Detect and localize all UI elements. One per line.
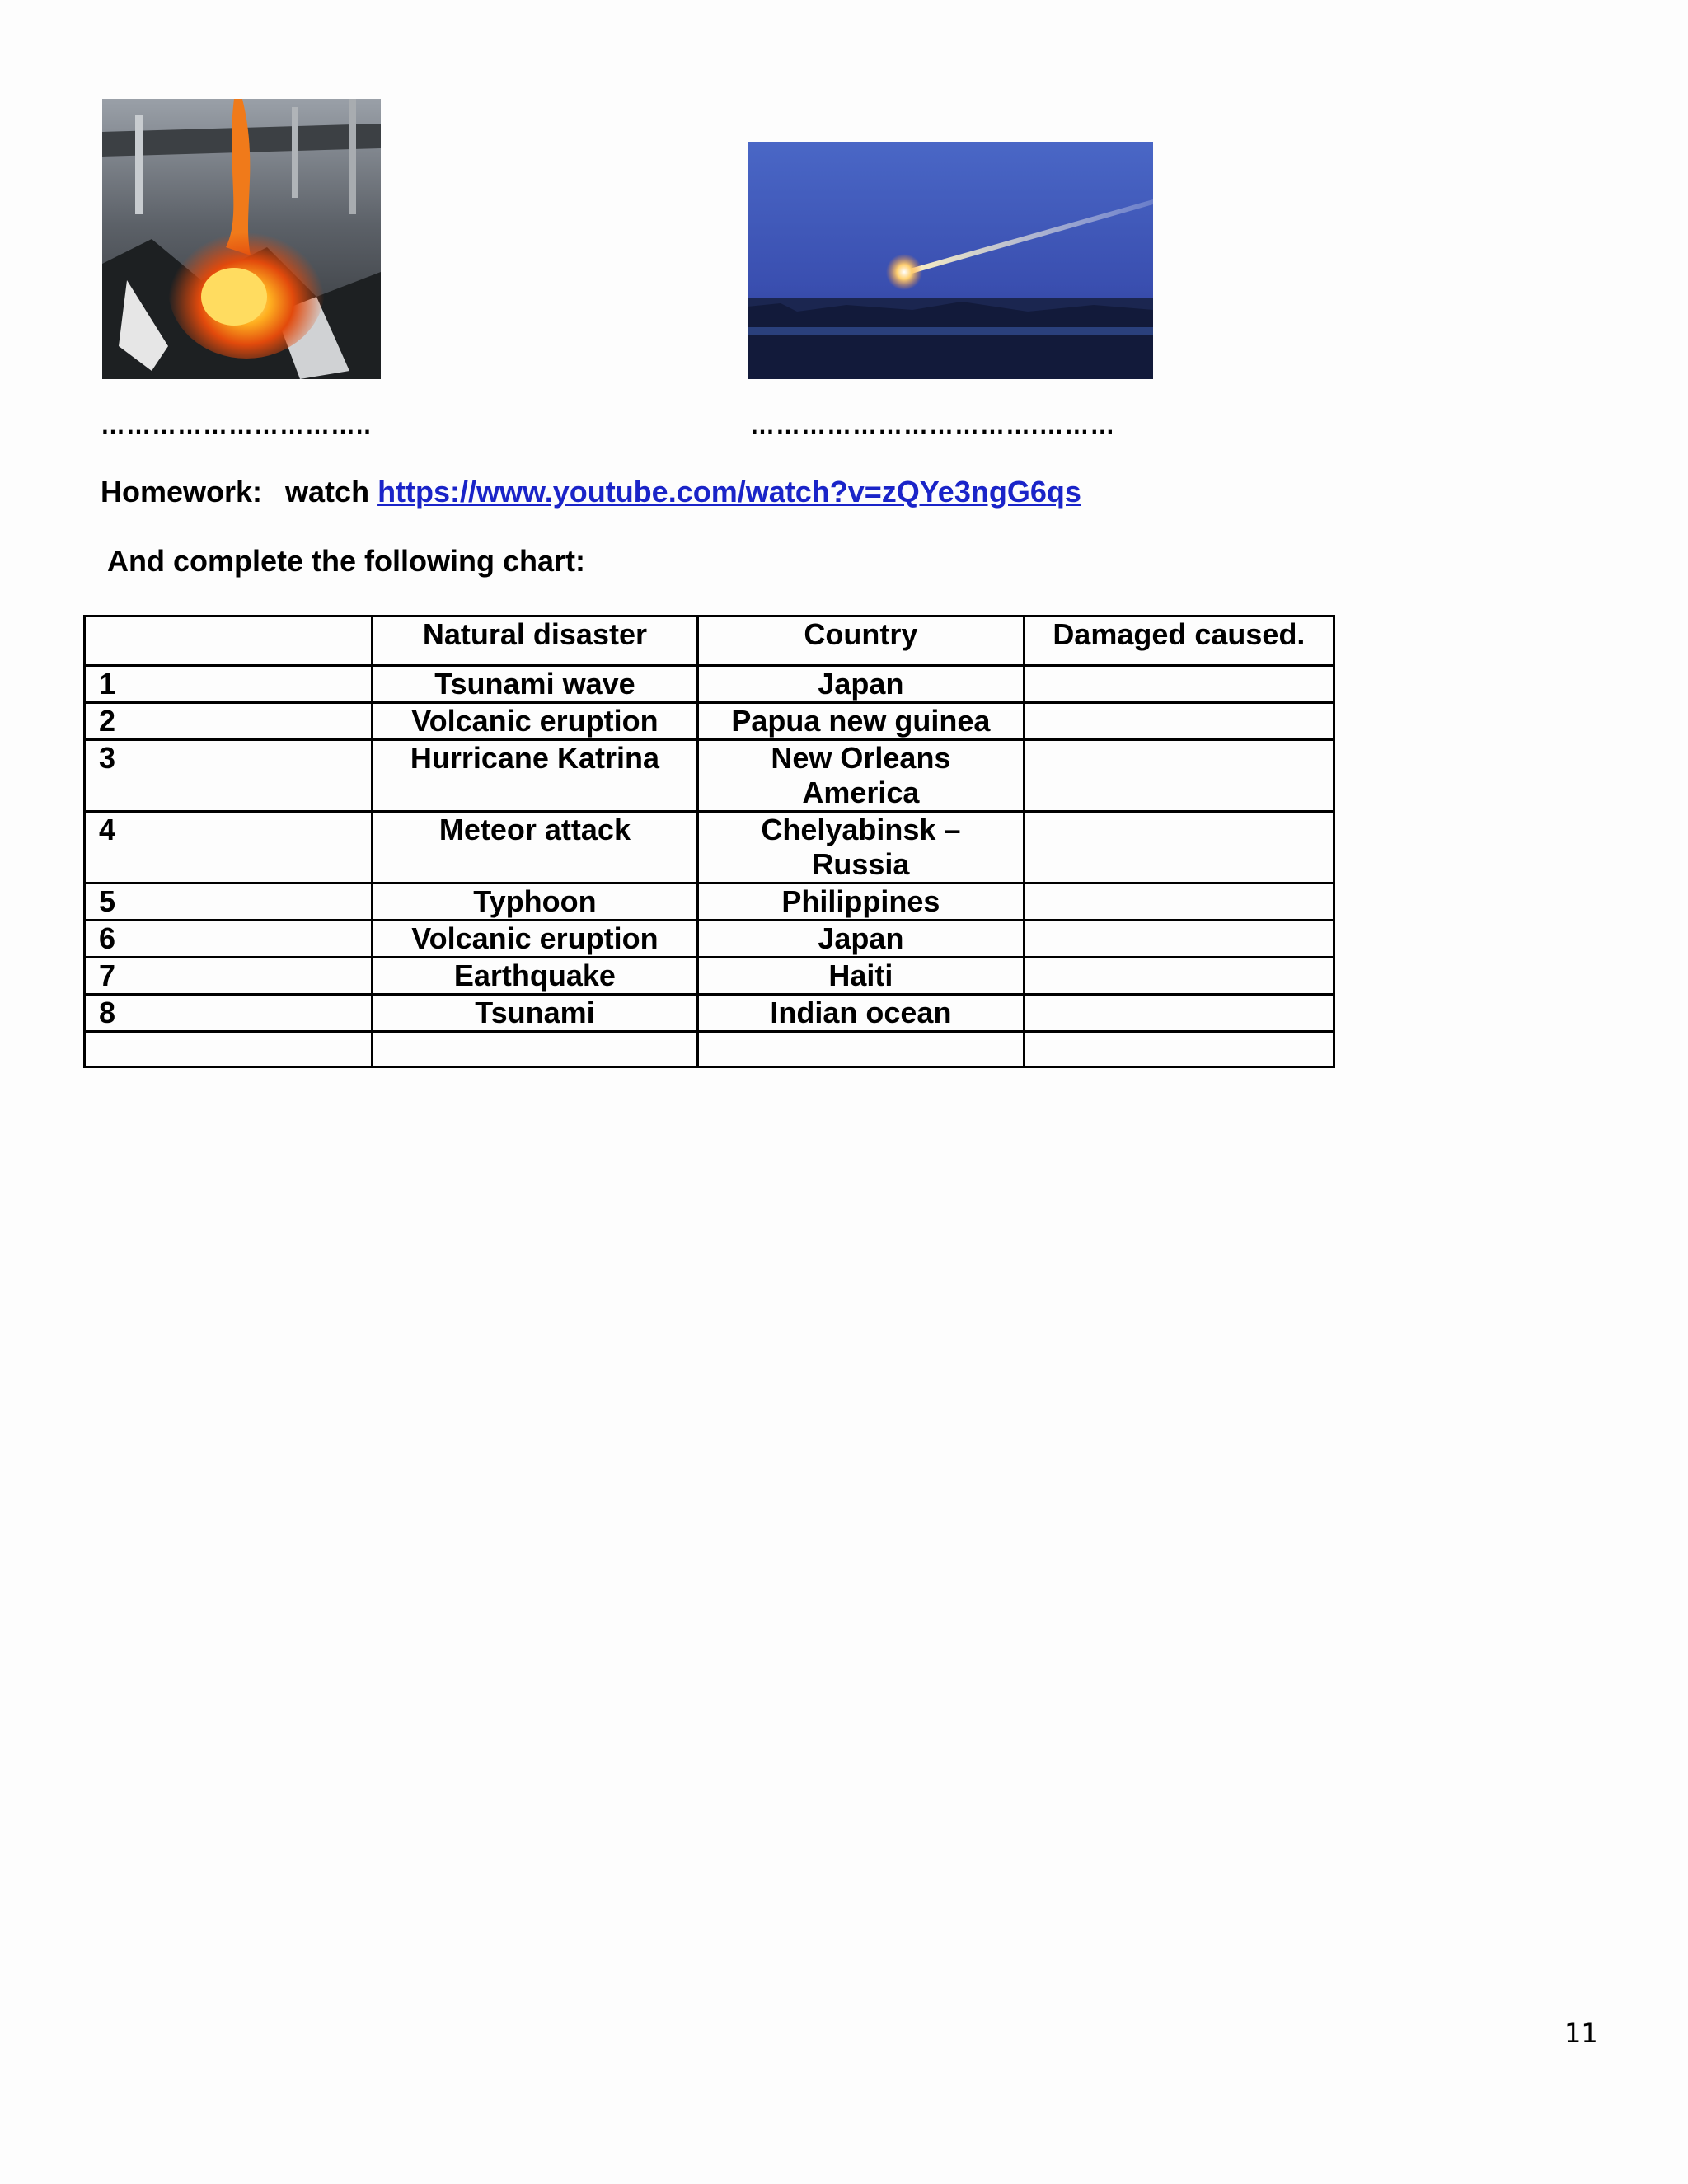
table-row <box>85 995 1334 1032</box>
header-country: Country <box>698 616 1025 666</box>
table-row <box>85 703 1334 740</box>
row-country: Philippines <box>698 883 1025 921</box>
table-row <box>85 666 1334 703</box>
table-header-row <box>85 616 1334 666</box>
youtube-link[interactable]: https://www.youtube.com/watch?v=zQYe3ngG6qs <box>377 475 1081 509</box>
header-number <box>85 616 373 666</box>
disaster-chart-table <box>83 615 1335 1068</box>
table-row-empty <box>85 1032 1334 1067</box>
row-disaster[interactable] <box>372 1032 697 1067</box>
row-country: New Orleans America <box>698 740 1025 812</box>
row-damage-cell[interactable] <box>1024 995 1334 1032</box>
row-country: Papua new guinea <box>698 703 1025 740</box>
row-country[interactable] <box>698 1032 1025 1067</box>
caption-blank-right: …………………………….……… <box>750 412 1116 439</box>
table-row <box>85 740 1334 812</box>
row-disaster: Tsunami wave <box>372 666 697 703</box>
row-number: 3 <box>85 740 373 812</box>
homework-label: Homework: <box>101 475 263 509</box>
row-disaster: Hurricane Katrina <box>372 740 697 812</box>
row-number <box>85 1032 373 1067</box>
row-country: Japan <box>698 921 1025 958</box>
row-country: Haiti <box>698 958 1025 995</box>
row-damage-cell[interactable] <box>1024 921 1334 958</box>
row-disaster: Earthquake <box>372 958 697 995</box>
row-number: 1 <box>85 666 373 703</box>
row-number: 7 <box>85 958 373 995</box>
row-damage-cell[interactable] <box>1024 958 1334 995</box>
row-country: Indian ocean <box>698 995 1025 1032</box>
row-number: 5 <box>85 883 373 921</box>
row-disaster: Volcanic eruption <box>372 703 697 740</box>
row-damage-cell[interactable] <box>1024 1032 1334 1067</box>
table-row <box>85 921 1334 958</box>
row-number: 6 <box>85 921 373 958</box>
row-disaster: Typhoon <box>372 883 697 921</box>
header-damage-caused: Damaged caused. <box>1024 616 1334 666</box>
row-disaster: Tsunami <box>372 995 697 1032</box>
homework-line <box>101 475 1081 509</box>
row-number: 8 <box>85 995 373 1032</box>
caption-blank-left: ………………………….. <box>101 412 372 439</box>
row-damage-cell[interactable] <box>1024 666 1334 703</box>
homework-watch-text: watch <box>285 475 370 509</box>
row-country: Japan <box>698 666 1025 703</box>
row-disaster: Volcanic eruption <box>372 921 697 958</box>
row-damage-cell[interactable] <box>1024 812 1334 883</box>
table-row <box>85 958 1334 995</box>
row-number: 2 <box>85 703 373 740</box>
lava-fire-photo <box>102 99 381 379</box>
table-row <box>85 883 1334 921</box>
row-damage-cell[interactable] <box>1024 883 1334 921</box>
row-disaster: Meteor attack <box>372 812 697 883</box>
page-number: 11 <box>1564 2018 1598 2049</box>
row-damage-cell[interactable] <box>1024 703 1334 740</box>
row-number: 4 <box>85 812 373 883</box>
row-country: Chelyabinsk – Russia <box>698 812 1025 883</box>
row-damage-cell[interactable] <box>1024 740 1334 812</box>
header-natural-disaster: Natural disaster <box>372 616 697 666</box>
instruction-text: And complete the following chart: <box>107 544 586 578</box>
meteor-sky-photo <box>748 142 1153 379</box>
table-row <box>85 812 1334 883</box>
